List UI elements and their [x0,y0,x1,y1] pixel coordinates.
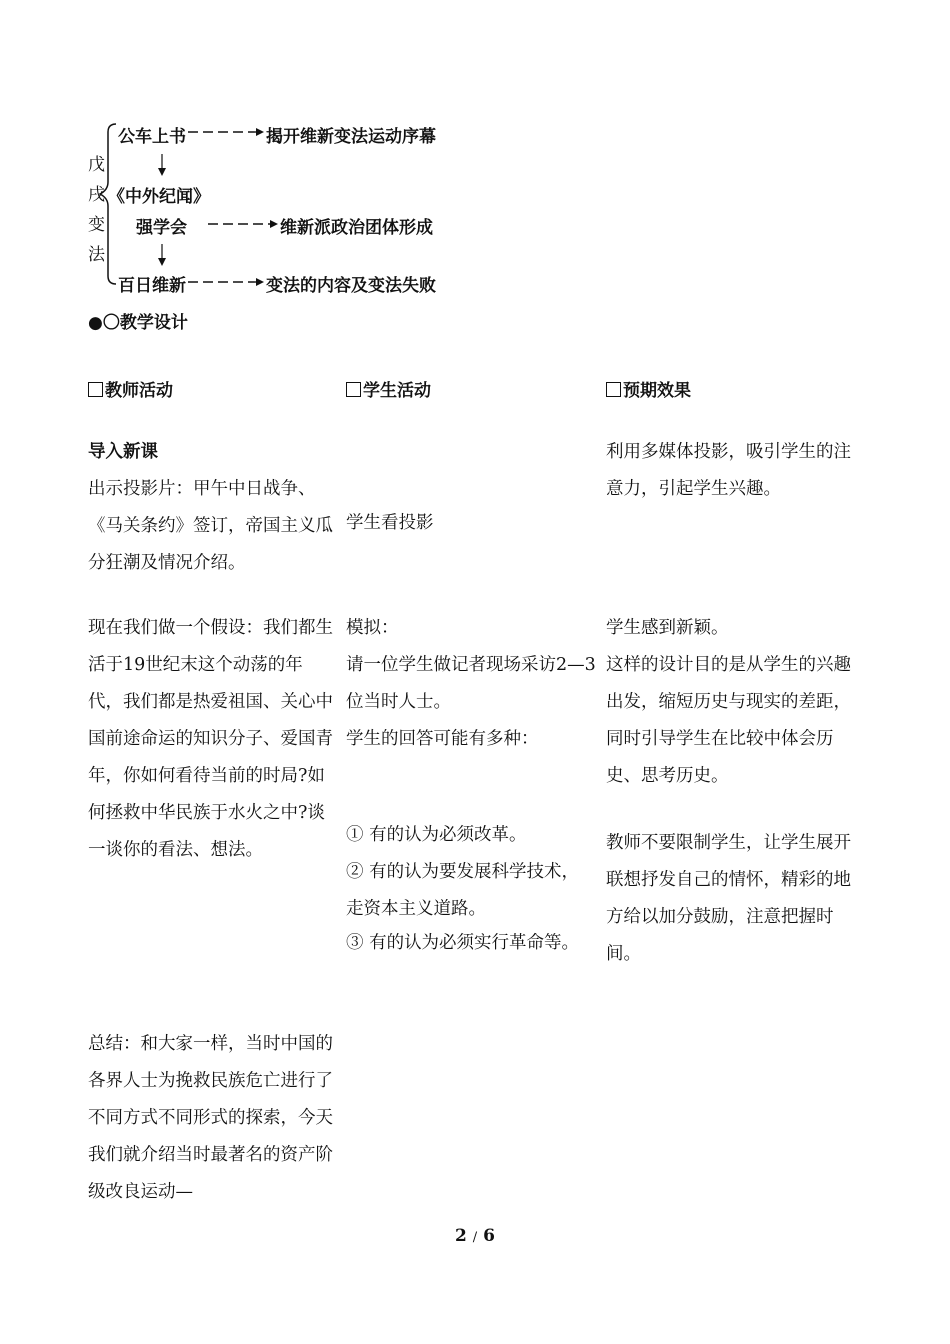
column-head-student [346,376,431,401]
diagram-vertical-char: 法 [88,245,105,265]
effect-text-2b: 这样的设计目的是从学生的兴趣出发，缩短历史与现实的差距，同时引导学生在比较中体会历史、思考历史。 [606,655,851,786]
diagram-row4-right: 变法的内容及变法失败 [266,276,436,296]
student-answer-3: ③ 有的认为必须实行革命等。 [346,933,580,953]
teacher-intro-text: 出示投影片：甲午中日战争、《马关条约》签订，帝国主义瓜分狂潮及情况介绍。 [88,479,333,573]
effect-text-2a: 学生感到新颖。 [606,618,729,638]
section-title: ●〇教学设计 [88,313,188,333]
column-head-effect [606,376,691,401]
page-total: 6 [483,1226,495,1246]
page-current: 2 [455,1226,467,1246]
diagram-row3-right: 维新派政治团体形成 [280,218,433,238]
effect-text-3: 教师不要限制学生，让学生展开联想抒发自己的情怀，精彩的地方给以加分鼓励，注意把握时间。 [606,833,851,964]
checkbox-icon [346,382,361,397]
teacher-summary-text: 总结：和大家一样，当时中国的各界人士为挽救民族危亡进行了不同方式不同形式的探索，今天我们就介绍当时最著名的资产阶级改良运动— [88,1034,333,1202]
diagram-row1-left: 公车上书 [118,127,186,147]
student-answers-intro: 学生的回答可能有多种： [346,729,539,749]
diagram-vertical-char: 戌 [88,185,105,205]
diagram-row1-right: 揭开维新变法运动序幕 [266,127,436,147]
student-simulate-text: 请一位学生做记者现场采访2—3位当时人士。 [346,655,596,712]
column-head-teacher [88,376,173,401]
diagram-vertical-char: 戊 [88,155,105,175]
student-answer-2: ② 有的认为要发展科学技术，走资本主义道路。 [346,862,580,919]
student-simulate-label: 模拟： [346,618,399,638]
diagram-vertical-char: 变 [88,215,105,235]
checkbox-icon [88,382,103,397]
student-answer-1: ① 有的认为必须改革。 [346,825,527,845]
teacher-scenario-text: 现在我们做一个假设：我们都生活于19世纪末这个动荡的年代，我们都是热爱祖国、关心中国前途命运的知识分子、爱国青年，你如何看待当前的时局?如何拯救中华民族于水火之中?谈一谈你的看法、想法。 [88,618,333,860]
diagram-row3-left: 强学会 [136,218,187,238]
page-separator: / [472,1230,478,1245]
effect-text-1: 利用多媒体投影，吸引学生的注意力，引起学生兴趣。 [606,442,851,499]
diagram-row2: 《中外纪闻》 [108,187,210,207]
column-head-student-label: 学生活动 [363,381,431,401]
page-number [0,1226,950,1246]
column-head-teacher-label: 教师活动 [105,381,173,401]
wuxu-reform-diagram [84,118,464,298]
diagram-row4-left: 百日维新 [118,276,186,296]
teacher-intro-heading: 导入新课 [88,442,158,462]
checkbox-icon [606,382,621,397]
student-watch-text: 学生看投影 [346,513,434,533]
column-head-effect-label: 预期效果 [623,381,691,401]
